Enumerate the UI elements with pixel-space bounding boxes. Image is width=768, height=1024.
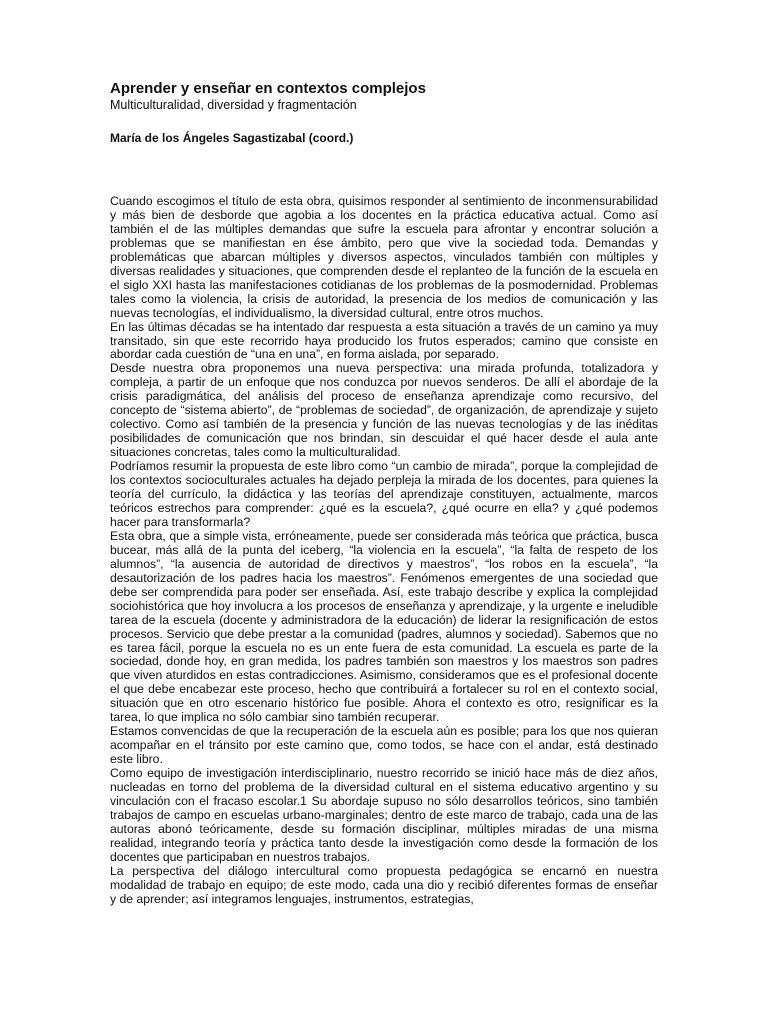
paragraph: Estamos convencidas de que la recuperación de la escuela aún es posible; para los que nos quieran acompañar en el tránsito por este camino que, como todos, se hace con el andar, está destinado este libro. xyxy=(110,724,658,767)
paragraph: Esta obra, que a simple vista, erróneamente, puede ser considerada más teórica que práctica, busca bucear, más allá de la punta del iceberg, “la violencia en la escuela”, “la falta de respeto de los alumnos”, “la ausencia de autoridad de directivos y maestros”, “los robos en la escuela”, “la desautorización de los padres hacia los maestros”. Fenómenos emergentes de una sociedad que debe ser comprendida para poder ser enseñada. Así, este trabajo describe y explica la complejidad sociohistórica que hoy involucra a los procesos de enseñanza y aprendizaje, y la urgente e ineludible tarea de la escuela (docente y administradora de la educación) de liderar la resignificación de estos procesos. Servicio que debe prestar a la comunidad (padres, alumnos y sociedad). Sabemos que no es tarea fácil, porque la escuela no es un ente fuera de esta comunidad. La escuela es parte de la sociedad, donde hoy, en gran medida, los padres también son maestros y los maestros son padres que viven aturdidos en estas contradicciones. Asimismo, consideramos que es el profesional docente el que debe encabezar este proceso, hecho que contribuirá a fortalecer su rol en el contexto social, situación que en otro escenario histórico fue posible. Ahora el contexto es otro, resignificar es la tarea, lo que implica no sólo cambiar sino también recuperar. xyxy=(110,528,658,725)
paragraph: Desde nuestra obra proponemos una nueva perspectiva: una mirada profunda, totalizadora y compleja, a partir de un enfoque que nos conduzca por nuevos senderos. De allí el abordaje de la crisis paradigmática, del análisis del proceso de enseñanza aprendizaje como recursivo, del concepto de “sistema abierto”, de “problemas de sociedad”, de organización, de aprendizaje y sujeto colectivo. Como así también de la presencia y función de las nuevas tecnologías y de las inéditas posibilidades de comunicación que nos brindan, sin descuidar el qué hacer desde el aula ante situaciones concretas, tales como la multiculturalidad. xyxy=(110,361,658,460)
paragraph: Como equipo de investigación interdisciplinario, nuestro recorrido se inició hace más de diez años, nucleadas en torno del problema de la diversidad cultural en el sistema educativo argentino y su vinculación con el fracaso escolar.1 Su abordaje supuso no sólo desarrollos teóricos, sino también trabajos de campo en escuelas urbano-marginales; dentro de este marco de trabajo, cada una de las autoras abonó teóricamente, desde su formación disciplinar, múltiples miradas de una misma realidad, integrando teoría y práctica tanto desde la investigación como desde la formación de los docentes que participaban en nuestros trabajos. xyxy=(110,766,658,864)
document-author: María de los Ángeles Sagastizabal (coord.) xyxy=(110,131,354,145)
paragraph: Podríamos resumir la propuesta de este libro como “un cambio de mirada”, porque la complejidad de los contextos socioculturales actuales ha dejado perpleja la mirada de los docentes, para quienes la teoría del currículo, la didáctica y las teorías del aprendizaje constituyen, actualmente, marcos teóricos estrechos para comprender: ¿qué es la escuela?, ¿qué ocurre en ella? y ¿qué podemos hacer para transformarla? xyxy=(110,459,658,529)
paragraph: En las últimas décadas se ha intentado dar respuesta a esta situación a través de un camino ya muy transitado, sin que este recorrido haya producido los frutos esperados; camino que consiste en abordar cada cuestión de “una en una”, en forma aislada, por separado. xyxy=(110,319,658,362)
paragraph: La perspectiva del diálogo intercultural como propuesta pedagógica se encarnó en nuestra modalidad de trabajo en equipo; de este modo, cada una dio y recibió diferentes formas de enseñar y de aprender; así integramos lenguajes, instrumentos, estrategias, xyxy=(110,863,658,906)
document-body xyxy=(110,195,658,907)
paragraph: Cuando escogimos el título de esta obra, quisimos responder al sentimiento de inconmensurabilidad y más bien de desborde que agobia a los docentes en la práctica educativa actual. Como así también el de las múltiples demandas que sufre la escuela para afrontar y encontrar solución a problemas que se manifiestan en ése ámbito, pero que vive la sociedad toda. Demandas y problemáticas que abarcan múltiples y diversos aspectos, vinculados también con múltiples y diversas realidades y situaciones, que comprenden desde el replanteo de la función de la escuela en el siglo XXI hasta las manifestaciones cotidianas de los problemas de la posmodernidad. Problemas tales como la violencia, la crisis de autoridad, la presencia de los medios de comunicación y las nuevas tecnologías, el individualismo, la diversidad cultural, entre otros muchos. xyxy=(110,194,658,320)
document-title: Aprender y enseñar en contextos complejos xyxy=(110,80,426,97)
document-subtitle: Multiculturalidad, diversidad y fragmentación xyxy=(110,98,357,112)
document-page xyxy=(110,80,658,907)
